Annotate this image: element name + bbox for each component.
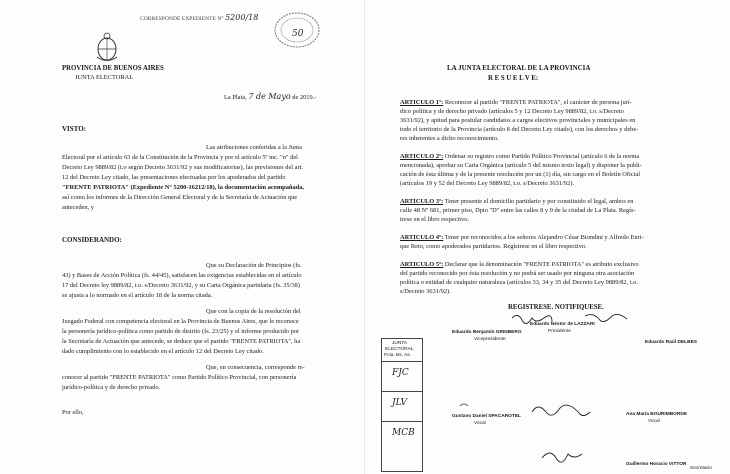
org-province: PROVINCIA DE BUENOS AIRES: [62, 65, 164, 72]
visto-line: Electoral por el artículo 63 de la Constitución de la Provincia y por el artículo 5º inc. "n" del: [62, 154, 298, 161]
art3-line: [400, 197, 633, 206]
art5-line: del partido reconocido por ésta resolución y no podrá ser usado por ninguna otra asociación: [400, 270, 635, 277]
junta-stamp-box: [381, 338, 423, 472]
stamp-line3: Pcia. Bs. As.: [384, 353, 411, 358]
date-prefix: La Plata,: [224, 94, 247, 101]
art4-label: ARTICULO 4º:: [400, 234, 444, 241]
cons-p1-line: Que su Declaración de Principios (fs.: [206, 262, 302, 269]
date-handwriting: 7 de Mayo: [248, 92, 291, 101]
stamp-divider: [382, 361, 422, 362]
stamp-text: CORRESPONDE EXPEDIENTE N°: [140, 16, 224, 22]
cons-p1-line: 17 del Decreto ley 9889/82, t.o. s/Decreto 3631/92, y su Carta Orgánica partidaria (fs. 35/38): [62, 282, 300, 289]
art3-label: ARTICULO 3º:: [400, 198, 444, 205]
art1-label: ARTICULO 1º:: [400, 99, 444, 106]
stamp-divider: [382, 421, 422, 422]
art4-line: [400, 233, 644, 242]
art2-line: [400, 152, 639, 161]
cons-p2-line: Que con la copia de la resolución del: [206, 308, 301, 315]
art4-line: que Reto, como apoderados partidarios. Regístrese en el libro respectivo.: [400, 243, 587, 250]
sig2-name: Eduardo Néstor de LAZZARI: [530, 322, 595, 327]
resolution-title: LA JUNTA ELECTORAL DE LA PROVINCIA: [447, 64, 591, 72]
cons-p2-line: Juzgado Federal con competencia electoral en la Provincia de Buenos Aires, que le reconoce: [62, 318, 299, 325]
resuelve-title: R E S U E L V E:: [488, 75, 539, 82]
visto-line: así como los informes de la Dirección General Electoral y de la Secretaría de Actuación que: [62, 194, 298, 201]
art5-line: [400, 260, 639, 269]
cons-p2-line: dado cumplimiento con lo establecido en el artículo 12 del Decreto Ley citado.: [62, 348, 264, 355]
art5-line: política o entidad de cualquier naturaleza (artículos 33, 34 y 35 del Decreto Ley 9889/82, t.o.: [400, 279, 638, 286]
sig2-role: Presidente: [548, 329, 571, 334]
visto-title: VISTO:: [62, 125, 86, 133]
art1-line: dico política y de derecho privado (artículos 5 y 12 Decreto Ley 9889/82, t.o. s/Decreto: [400, 108, 624, 115]
date-line: [224, 92, 316, 102]
date-suffix: de 2019.-: [292, 94, 317, 101]
art5-label: ARTICULO 5º:: [400, 261, 444, 268]
art4-text: Tener por reconocidos a los señores Alejandro César Biondini y Alfredo Enri-: [444, 234, 644, 241]
art3-text: Tener presente el domicilio partidario y por constituido el legal, ambos en: [444, 198, 634, 205]
stamp-initials: FJC: [392, 368, 409, 378]
sig6-role: Secretario: [690, 466, 712, 471]
art1-line: 3631/92), y apitud para postular candidatos a cargos electivos provinciales y municipales en: [400, 117, 636, 124]
cons-p1-line: se ajusta a lo normado en el artículo 18 de la norma citada.: [62, 292, 213, 299]
sig4-name: Ana María BOURIMBORDE: [626, 412, 688, 417]
sig5-role: Vocal: [474, 421, 486, 426]
visto-line: "FRENTE PATRIOTA" (Expediente N° 5200-16212/18), la documentación acompañada,: [62, 184, 305, 191]
stamp-line1: JUNTA: [392, 341, 408, 346]
sig5-name: Gustavo Daniel SPACAROTEL: [452, 414, 521, 419]
visto-line: Las atribuciones conferidas a la Junta: [206, 144, 302, 151]
cons-p3-line: Que, en consecuencia, corresponde re-: [206, 364, 305, 371]
expediente-stamp: [140, 13, 258, 24]
sig1-role: Vicepresidente: [474, 337, 506, 342]
art3-line: trese en el libro respectivo.: [400, 216, 470, 223]
art2-line: cación de ésta última y de la presente resolución por un (1) día, sin cargo en el Boletín Oficial: [400, 171, 640, 178]
sig6-name: Guillermo Horacio VITTOR: [626, 462, 687, 467]
art2-line: (artículos 19 y 52 del Decreto Ley 9889/82, t.o. s/Decreto 3631/92).: [400, 180, 574, 187]
cons-p3-line: conocer al partido "FRENTE PATRIOTA" como Partido Político Provincial, con personería: [62, 374, 297, 381]
art3-line: calle 48 Nº 681, primer piso, Dpto "D" entre las calles 8 y 9 de la ciudad de La Plata. Regís-: [400, 207, 636, 214]
stamp-initials: JLV: [392, 398, 408, 408]
stamp-initials: MCB: [392, 428, 415, 438]
sig4-role: Vocal: [648, 419, 660, 424]
cons-p2-line: la personería jurídico-política como partido de distrito (fs. 23/25) y el informe producido por: [62, 328, 300, 335]
considerando-title: CONSIDERANDO:: [62, 236, 122, 244]
page-divider: [364, 0, 365, 474]
art1-line: todo el territorio de la Provincia (artículo 8 del Decreto Ley citado), con los derechos y debe-: [400, 126, 639, 133]
visto-line: anteceden, y: [62, 204, 94, 211]
art1-line: res inherentes a dicho reconocimiento.: [400, 135, 499, 142]
art5-line: s/Decreto 3631/92).: [400, 288, 451, 295]
art2-label: ARTICULO 2º:: [400, 153, 444, 160]
cons-p3-line: jurídico-política y de derecho privado.: [62, 384, 161, 391]
closing-line: REGISTRESE. NOTIFIQUESE.: [508, 304, 604, 311]
cons-p2-line: la Secretaría de Actuación que antecede, se deduce que el partido "FRENTE PATRIOTA", ha: [62, 338, 301, 345]
visto-line: 12 del Decreto Ley citado, las presentaciones efectuadas por los apoderados del partido: [62, 174, 286, 181]
visto-line: Decreto Ley 9889/82 (t.o según Decreto 3631/92 y sus modificatorias), las previsiones del art.: [62, 164, 304, 171]
stamp-line2: ELECTORAL: [385, 347, 414, 352]
art1-line: [400, 98, 632, 107]
por-ello: Por ello,: [62, 409, 84, 416]
folio-number: 50: [292, 29, 304, 39]
stamp-divider: [382, 391, 422, 392]
sig3-name: Eduardo Raúl DELBES: [645, 340, 697, 345]
art5-text: Declarar que la denominación "FRENTE PATRIOTA" es atributo exclusivo: [444, 261, 639, 268]
cons-p1-line: 43) y Bases de Acción Política (fs. 44/45), satisfacen las exigencias establecidas en el artículo: [62, 272, 302, 279]
org-junta: JUNTA ELECTORAL: [75, 74, 134, 81]
art2-text: Ordenar su registro como Partido Político Provincial (artículo 6 de la norma: [444, 153, 640, 160]
coat-of-arms-icon: [94, 30, 120, 64]
art2-line: mencionada), aprobar su Carta Orgánica (artículo 5 del mismo texto legal) y disponer la publi-: [400, 162, 642, 169]
sig1-name: Eduardo Benjamín GRINBERG: [452, 330, 522, 335]
art1-text: Reconocer al partido "FRENTE PATRIOTA", el carácter de persona jurí-: [444, 99, 632, 106]
stamp-handwriting: 5200/18: [225, 13, 259, 22]
